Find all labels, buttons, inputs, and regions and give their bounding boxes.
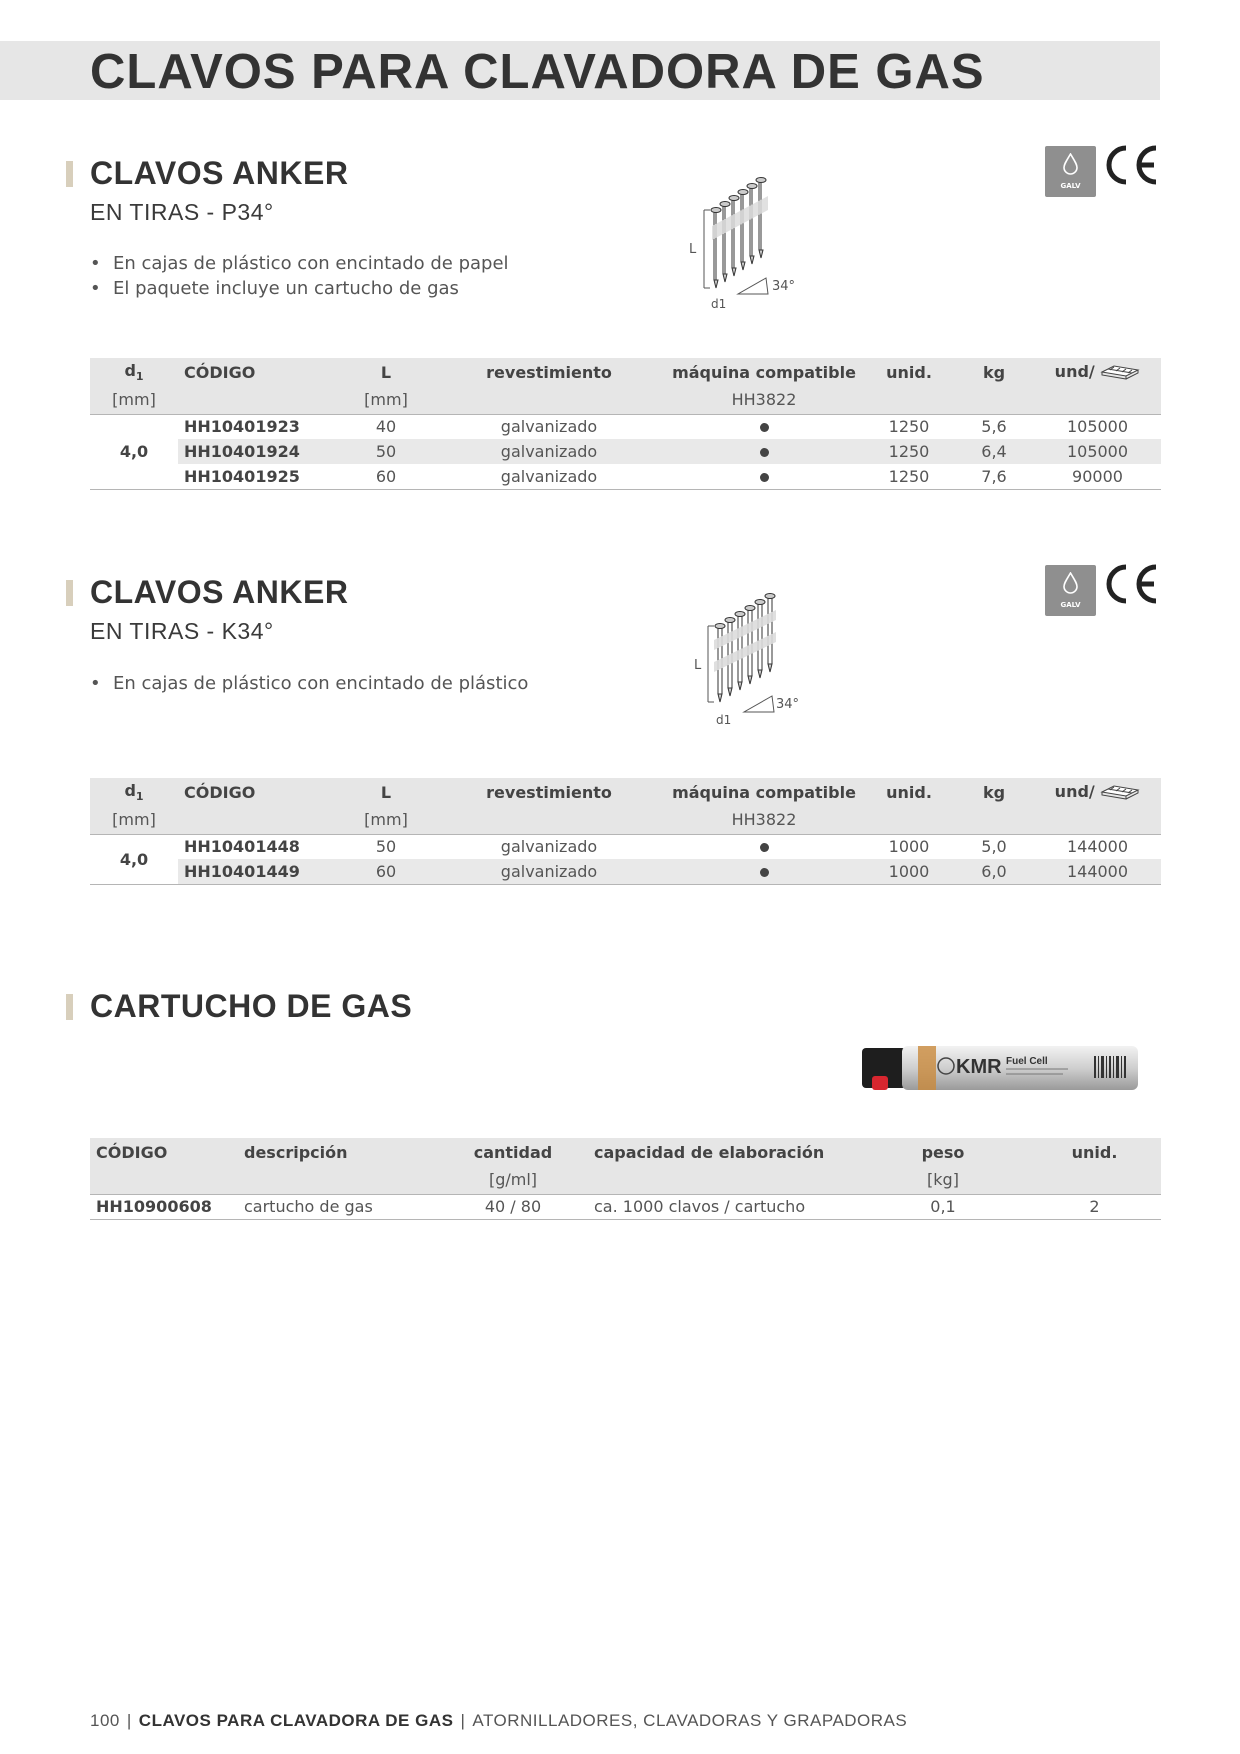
kg-value: 5,0	[981, 837, 1007, 857]
col-header-coating: revestimiento	[486, 362, 612, 382]
d1-value: 4,0	[119, 849, 149, 869]
angle-icon	[738, 278, 768, 294]
compatible-dot	[664, 464, 864, 489]
col-header-coating: revestimiento	[486, 782, 612, 802]
compatible-dot	[664, 414, 864, 439]
footer-section: CLAVOS PARA CLAVADORA DE GAS	[138, 1711, 454, 1730]
col-header-units: unid.	[886, 782, 932, 802]
galvanized-icon	[1045, 146, 1096, 197]
ce-mark-icon	[1102, 144, 1160, 186]
col-header-capacity: capacidad de elaboración	[594, 1142, 825, 1162]
product-code: HH10401925	[184, 466, 300, 486]
diameter-label: d1	[711, 297, 727, 311]
bullet-dot-icon	[760, 868, 769, 877]
product-code: HH10401448	[184, 837, 300, 857]
unit-cell: [mm]	[112, 810, 156, 830]
col-header-machine: máquina compatible	[672, 362, 856, 382]
section-title: CLAVOS ANKER	[90, 155, 349, 191]
unit-cell: [mm]	[364, 390, 408, 410]
bullet-dot-icon	[760, 843, 769, 852]
cartridge-red-valve	[872, 1076, 888, 1090]
page-number: 100	[90, 1711, 120, 1730]
section-title: CLAVOS ANKER	[90, 574, 349, 610]
gas-cartridge-image	[858, 1040, 1142, 1100]
compatible-dot	[664, 834, 864, 859]
feature-item: • En cajas de plástico con encintado de plástico	[90, 671, 528, 696]
col-header-code: CÓDIGO	[184, 782, 256, 802]
product-code: HH10401924	[178, 439, 338, 464]
barcode-icon	[1094, 1056, 1126, 1078]
units-value: 1250	[888, 417, 930, 437]
col-header-units: unid.	[886, 362, 932, 382]
pallet-value: 144000	[1066, 837, 1129, 857]
section-subtitle: EN TIRAS - P34°	[90, 199, 274, 225]
col-header-code: CÓDIGO	[96, 1142, 168, 1162]
machine-model: HH3822	[731, 810, 797, 830]
ce-mark-icon	[1102, 563, 1160, 605]
length-value: 60	[338, 859, 434, 884]
length-value: 50	[338, 439, 434, 464]
table-row	[90, 414, 1161, 439]
nail-icon	[720, 202, 730, 283]
col-header-length: L	[380, 782, 392, 802]
col-header-code: CÓDIGO	[184, 362, 256, 382]
nail-icon	[738, 190, 748, 271]
unit-cell: [g/ml]	[488, 1170, 538, 1190]
section-marker	[66, 161, 73, 187]
unit-cell: [mm]	[364, 810, 408, 830]
product-code: HH10401923	[184, 417, 300, 437]
nail-strip-figure	[686, 164, 806, 314]
nail-icon	[711, 208, 721, 289]
col-header-pallet: und/	[1034, 778, 1161, 806]
drop-icon	[1062, 572, 1079, 594]
pallet-icon	[1100, 784, 1140, 802]
coating-value: galvanizado	[434, 439, 664, 464]
units-value: 2	[1089, 1197, 1100, 1216]
section-marker	[66, 580, 73, 606]
angle-label: 34°	[776, 697, 800, 712]
table-row	[90, 439, 1161, 464]
machine-model: HH3822	[731, 390, 797, 410]
length-value: 40	[375, 417, 397, 437]
galv-label: GALV	[1060, 601, 1081, 609]
col-header-d1: $d_1$	[124, 780, 144, 804]
length-value: 60	[375, 466, 397, 486]
cartridge-brand: KMR	[956, 1056, 1002, 1078]
table-row	[90, 859, 1161, 884]
pallet-value: 105000	[1066, 417, 1129, 437]
kg-value: 7,6	[981, 466, 1007, 486]
cartridge-table	[90, 1138, 1161, 1220]
angle-icon	[744, 696, 774, 712]
pallet-value: 144000	[1034, 859, 1161, 884]
cartridge-label: Fuel Cell	[1006, 1056, 1048, 1067]
pallet-icon	[1100, 364, 1140, 382]
nail-strip-figure	[690, 580, 810, 730]
units-value: 1000	[864, 859, 954, 884]
nail-icon	[756, 178, 766, 259]
d1-value: 4,0	[119, 442, 149, 461]
compatible-dot	[664, 439, 864, 464]
nail-icon	[747, 184, 757, 265]
col-header-length: L	[380, 362, 392, 382]
col-header-quantity: cantidad	[473, 1142, 553, 1162]
unit-cell: [mm]	[112, 390, 156, 410]
galvanized-icon	[1045, 565, 1096, 616]
section-title: CARTUCHO DE GAS	[90, 988, 413, 1024]
length-label: L	[694, 658, 702, 673]
bullet-dot-icon	[760, 448, 769, 457]
nail-icon	[729, 196, 739, 277]
table-row	[90, 464, 1161, 489]
weight-value: 0,1	[930, 1197, 956, 1216]
bullet-dot-icon	[760, 473, 769, 482]
product-table	[90, 778, 1161, 885]
kg-value: 5,6	[981, 417, 1007, 437]
section-marker	[66, 994, 73, 1020]
bullet-dot-icon	[760, 423, 769, 432]
table-row	[90, 834, 1161, 859]
units-value: 1250	[888, 466, 930, 486]
units-value: 1000	[888, 837, 930, 857]
feature-item: • El paquete incluye un cartucho de gas	[90, 276, 509, 301]
kg-value: 6,4	[954, 439, 1034, 464]
description-value: cartucho de gas	[244, 1197, 373, 1216]
galv-label: GALV	[1060, 182, 1081, 190]
footer-category: ATORNILLADORES, CLAVADORAS Y GRAPADORAS	[472, 1711, 908, 1730]
compatible-dot	[664, 859, 864, 884]
col-header-pallet: und/	[1034, 358, 1161, 386]
coating-value: galvanizado	[500, 417, 598, 437]
kg-value: 6,0	[954, 859, 1034, 884]
coating-value: galvanizado	[500, 837, 598, 857]
pallet-value: 90000	[1072, 466, 1123, 486]
col-header-weight: peso	[921, 1142, 965, 1162]
length-value: 50	[375, 837, 397, 857]
page-footer: 100 | CLAVOS PARA CLAVADORA DE GAS | ATORNILLADORES, CLAVADORAS Y GRAPADORAS	[90, 1711, 908, 1730]
col-header-d1: $d_1$	[124, 360, 144, 384]
col-header-kg: kg	[982, 782, 1006, 802]
section-subtitle: EN TIRAS - K34°	[90, 618, 274, 644]
table-row	[90, 1194, 1161, 1219]
product-code: HH10401449	[178, 859, 338, 884]
units-value: 1250	[864, 439, 954, 464]
capacity-value: ca. 1000 clavos / cartucho	[594, 1197, 806, 1216]
product-table	[90, 358, 1161, 490]
unit-cell: [kg]	[927, 1170, 959, 1190]
pallet-value: 105000	[1034, 439, 1161, 464]
col-header-description: descripción	[244, 1142, 348, 1162]
quantity-value: 40 / 80	[484, 1197, 542, 1216]
col-header-units: unid.	[1071, 1142, 1118, 1162]
angle-label: 34°	[772, 279, 796, 294]
nail-icon	[765, 594, 775, 673]
coating-value: galvanizado	[434, 859, 664, 884]
feature-item: • En cajas de plástico con encintado de papel	[90, 251, 509, 276]
drop-icon	[1062, 153, 1079, 175]
col-header-kg: kg	[982, 362, 1006, 382]
feature-list	[90, 671, 528, 696]
product-code: HH10900608	[96, 1197, 212, 1216]
diameter-label: d1	[716, 713, 732, 727]
page-title: CLAVOS PARA CLAVADORA DE GAS	[90, 45, 985, 99]
coating-value: galvanizado	[500, 466, 598, 486]
length-label: L	[689, 242, 697, 257]
col-header-machine: máquina compatible	[672, 782, 856, 802]
feature-list	[90, 251, 509, 301]
